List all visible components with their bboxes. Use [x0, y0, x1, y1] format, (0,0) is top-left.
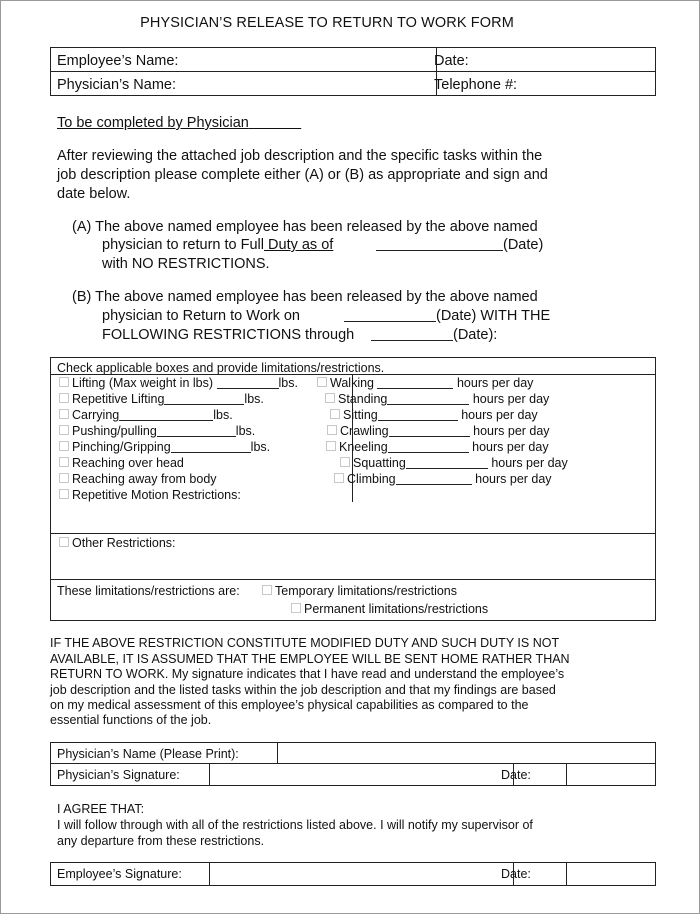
- checkbox[interactable]: [317, 377, 327, 387]
- employee-name-label: Employee’s Name:: [57, 53, 179, 69]
- restriction-squatting[interactable]: Squatting hours per day: [340, 456, 568, 470]
- restriction-kneeling[interactable]: Kneeling hours per day: [326, 440, 549, 454]
- checkbox[interactable]: [291, 603, 301, 613]
- physician-print-name-field[interactable]: [279, 744, 653, 762]
- restriction-crawling[interactable]: Crawling hours per day: [327, 424, 550, 438]
- checkbox[interactable]: [59, 537, 69, 547]
- disclaimer-line-5: on my medical assessment of this employee’s physical capabilities as compared to the: [50, 698, 529, 712]
- option-b-line-2: physician to Return to Work on: [102, 308, 300, 324]
- physician-section-heading: To be completed by Physician: [57, 115, 249, 131]
- option-b-through-date[interactable]: (Date):: [371, 327, 497, 343]
- employee-date-field[interactable]: [568, 864, 653, 882]
- permanent-option[interactable]: Permanent limitations/restrictions: [291, 602, 488, 616]
- restriction-repetitive-motion[interactable]: Repetitive Motion Restrictions:: [59, 488, 241, 502]
- checkbox[interactable]: [59, 489, 69, 499]
- physician-name-label: Physician’s Name:: [57, 77, 177, 93]
- intro-line-3: date below.: [57, 186, 131, 202]
- checkbox[interactable]: [325, 393, 335, 403]
- date-label: Date:: [434, 53, 469, 69]
- option-a-line-3: with NO RESTRICTIONS.: [102, 256, 270, 272]
- checkbox[interactable]: [59, 409, 69, 419]
- restriction-reaching-over-head[interactable]: Reaching over head: [59, 456, 184, 470]
- restriction-pinching-gripping[interactable]: Pinching/Gripping lbs.: [59, 440, 270, 454]
- telephone-label: Telephone #:: [434, 77, 518, 93]
- option-b-return-date[interactable]: (Date) WITH THE: [344, 308, 550, 324]
- disclaimer-line-4: job description and the listed tasks within the job description and that my findings are based: [50, 683, 556, 697]
- checkbox[interactable]: [326, 441, 336, 451]
- restrictions-instruction: Check applicable boxes and provide limitations/restrictions.: [57, 361, 385, 375]
- temporary-option[interactable]: Temporary limitations/restrictions: [262, 584, 457, 598]
- checkbox[interactable]: [59, 425, 69, 435]
- employee-signature-label: Employee’s Signature:: [57, 867, 182, 881]
- agreement-heading: I AGREE THAT:: [57, 802, 145, 816]
- restriction-repetitive-lifting[interactable]: Repetitive Lifting lbs.: [59, 392, 264, 406]
- limitations-label: These limitations/restrictions are:: [57, 584, 240, 598]
- option-a-line-1: (A) The above named employee has been released by the above named: [72, 219, 538, 235]
- restriction-walking[interactable]: Walking hours per day: [317, 376, 533, 390]
- checkbox[interactable]: [59, 393, 69, 403]
- checkbox[interactable]: [262, 585, 272, 595]
- physician-signature-label: Physician’s Signature:: [57, 768, 180, 782]
- restriction-lifting[interactable]: Lifting (Max weight in lbs) lbs.: [59, 376, 298, 390]
- option-a-line-2: physician to return to Full Duty as of: [102, 237, 334, 253]
- disclaimer-line-1: IF THE ABOVE RESTRICTION CONSTITUTE MODIFIED DUTY AND SUCH DUTY IS NOT: [50, 636, 560, 650]
- checkbox[interactable]: [327, 425, 337, 435]
- checkbox[interactable]: [330, 409, 340, 419]
- checkbox[interactable]: [340, 457, 350, 467]
- disclaimer-line-3: RETURN TO WORK. My signature indicates that I have read and understand the employee’s: [50, 667, 565, 681]
- restriction-carrying[interactable]: Carrying lbs.: [59, 408, 233, 422]
- disclaimer-line-2: AVAILABLE, IT IS ASSUMED THAT THE EMPLOYEE WILL BE SENT HOME RATHER THAN: [50, 652, 570, 666]
- option-b-line-1: (B) The above named employee has been released by the above named: [72, 289, 538, 305]
- physician-signature-field[interactable]: [211, 765, 511, 783]
- option-b-line-3: FOLLOWING RESTRICTIONS through: [102, 327, 355, 343]
- checkbox[interactable]: [59, 457, 69, 467]
- agreement-line-1: I will follow through with all of the restrictions listed above. I will notify my supervisor of: [57, 818, 533, 832]
- checkbox[interactable]: [59, 441, 69, 451]
- option-a-date[interactable]: (Date): [376, 237, 543, 253]
- restriction-standing[interactable]: Standing hours per day: [325, 392, 549, 406]
- checkbox[interactable]: [334, 473, 344, 483]
- employee-date-label: Date:: [501, 867, 531, 881]
- agreement-line-2: any departure from these restrictions.: [57, 834, 265, 848]
- form-title: PHYSICIAN’S RELEASE TO RETURN TO WORK FORM: [140, 15, 514, 31]
- disclaimer-line-6: essential functions of the job.: [50, 713, 212, 727]
- intro-line-2: job description please complete either (A) or (B) as appropriate and sign and: [57, 167, 548, 183]
- checkbox[interactable]: [59, 377, 69, 387]
- checkbox[interactable]: [59, 473, 69, 483]
- physician-print-name-label: Physician’s Name (Please Print):: [57, 747, 239, 761]
- restriction-climbing[interactable]: Climbing hours per day: [334, 472, 552, 486]
- physician-date-field[interactable]: [568, 765, 653, 783]
- restriction-pushing-pulling[interactable]: Pushing/pulling lbs.: [59, 424, 255, 438]
- employee-signature-field[interactable]: [211, 864, 511, 882]
- restriction-other[interactable]: Other Restrictions:: [59, 536, 176, 550]
- intro-line-1: After reviewing the attached job description and the specific tasks within the: [57, 148, 543, 164]
- restriction-sitting[interactable]: Sitting hours per day: [330, 408, 538, 422]
- physician-date-label: Date:: [501, 768, 531, 782]
- restriction-reaching-away[interactable]: Reaching away from body: [59, 472, 217, 486]
